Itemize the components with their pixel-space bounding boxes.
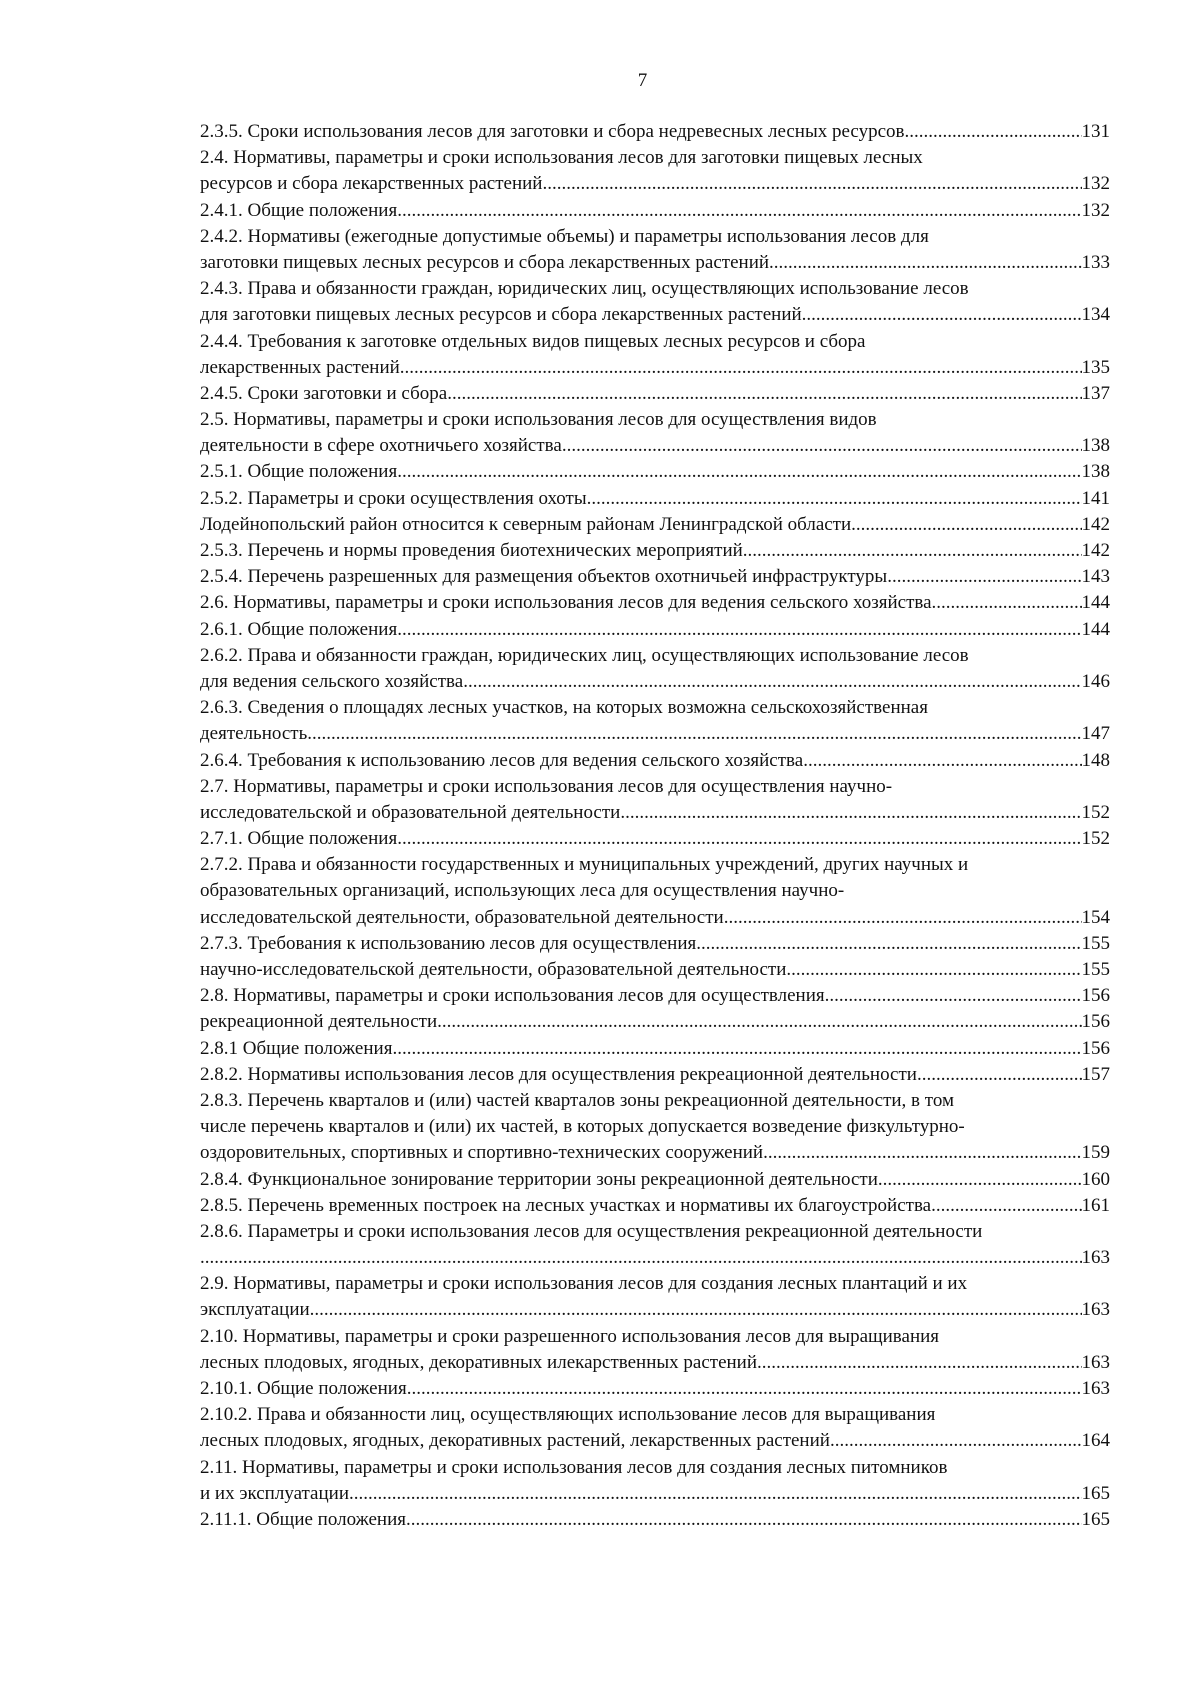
toc-entry xyxy=(200,407,1110,459)
toc-entry-line xyxy=(200,1036,1110,1062)
dot-leader xyxy=(932,590,1082,616)
toc-entry-line xyxy=(200,1455,1110,1481)
dot-leader xyxy=(620,800,1081,826)
toc-entry-text: 2.4.1. Общие положения xyxy=(200,199,398,221)
dot-leader xyxy=(803,748,1081,774)
toc-page-number: 134 xyxy=(1081,304,1110,326)
toc-entry-text: 2.9. Нормативы, параметры и сроки использования лесов для создания лесных плантаций и их xyxy=(200,1273,968,1295)
toc-entry xyxy=(200,695,1110,747)
toc-entry xyxy=(200,119,1110,145)
dot-leader xyxy=(397,826,1081,852)
toc-entry-text: 2.6.2. Права и обязанности граждан, юридических лиц, осуществляющих использование лесов xyxy=(200,644,969,666)
toc-entry-line xyxy=(200,1350,1110,1376)
toc-entry-line xyxy=(200,1402,1110,1428)
toc-entry-line xyxy=(200,1167,1110,1193)
dot-leader xyxy=(887,564,1081,590)
dot-leader xyxy=(587,486,1082,512)
toc-entry-line xyxy=(200,931,1110,957)
toc-entry-line xyxy=(200,800,1110,826)
toc-entry xyxy=(200,852,1110,931)
toc-page-number: 138 xyxy=(1081,461,1110,483)
toc-page-number: 132 xyxy=(1081,173,1110,195)
toc-entry-line xyxy=(200,590,1110,616)
toc-entry-line xyxy=(200,1009,1110,1035)
table-of-contents xyxy=(200,119,1110,1533)
toc-page-number: 165 xyxy=(1081,1482,1110,1504)
dot-leader xyxy=(463,669,1081,695)
toc-entry xyxy=(200,1193,1110,1219)
toc-entry-text: 2.5.1. Общие положения xyxy=(200,461,398,483)
toc-entry xyxy=(200,826,1110,852)
toc-entry xyxy=(200,1036,1110,1062)
dot-leader xyxy=(743,538,1082,564)
toc-entry-text: ресурсов и сбора лекарственных растений xyxy=(200,173,543,195)
toc-entry-text: 2.5. Нормативы, параметры и сроки использования лесов для осуществления видов xyxy=(200,409,877,431)
toc-entry-line xyxy=(200,617,1110,643)
toc-entry xyxy=(200,1507,1110,1533)
toc-page-number: 163 xyxy=(1081,1299,1110,1321)
dot-leader xyxy=(856,512,1082,538)
toc-page-number: 156 xyxy=(1081,1037,1110,1059)
toc-page-number: 163 xyxy=(1081,1247,1110,1269)
toc-page-number: 132 xyxy=(1081,199,1110,221)
toc-entry-line xyxy=(200,1219,1110,1245)
toc-entry-line xyxy=(200,198,1110,224)
toc-entry xyxy=(200,538,1110,564)
toc-entry-text: 2.10. Нормативы, параметры и сроки разрешенного использования лесов для выращивания xyxy=(200,1325,940,1347)
toc-entry-text: исследовательской деятельности, образовательной деятельности xyxy=(200,906,724,928)
dot-leader xyxy=(931,1193,1081,1219)
toc-entry-text: рекреационной деятельности xyxy=(200,1011,438,1033)
toc-entry-line xyxy=(200,250,1110,276)
toc-page-number: 161 xyxy=(1081,1194,1110,1216)
toc-entry-line xyxy=(200,852,1110,878)
toc-entry-text: 2.8.6. Параметры и сроки использования лесов для осуществления рекреационной деятельности xyxy=(200,1220,983,1242)
toc-entry-text: 2.7.3. Требования к использованию лесов для осуществления. xyxy=(200,932,702,954)
dot-leader xyxy=(397,617,1081,643)
toc-entry-text: 2.3.5. Сроки использования лесов для заготовки и сбора недревесных лесных ресурсов xyxy=(200,121,905,142)
toc-entry-line xyxy=(200,1376,1110,1402)
toc-entry xyxy=(200,224,1110,276)
toc-entry-line xyxy=(200,748,1110,774)
toc-entry-line xyxy=(200,1062,1110,1088)
toc-entry xyxy=(200,1376,1110,1402)
toc-entry-text: для заготовки пищевых лесных ресурсов и сбора лекарственных растений xyxy=(200,304,802,326)
toc-entry-line xyxy=(200,1114,1110,1140)
toc-entry-text: 2.6.4. Требования к использованию лесов для ведения сельского хозяйства xyxy=(200,749,804,771)
toc-entry-text: 2.8.4. Функциональное зонирование территории зоны рекреационной деятельности xyxy=(200,1168,878,1190)
toc-page-number: 131 xyxy=(1081,121,1110,142)
dot-leader xyxy=(310,1297,1082,1323)
dot-leader xyxy=(830,1428,1082,1454)
dot-leader xyxy=(769,250,1081,276)
dot-leader xyxy=(542,171,1081,197)
dot-leader xyxy=(701,931,1081,957)
toc-entry-text: 2.8. Нормативы, параметры и сроки использования лесов для осуществления xyxy=(200,985,825,1007)
toc-entry xyxy=(200,748,1110,774)
toc-entry-text: 2.8.3. Перечень кварталов и (или) частей кварталов зоны рекреационной деятельности, в том xyxy=(200,1089,954,1111)
toc-entry-line xyxy=(200,957,1110,983)
dot-leader xyxy=(724,905,1082,931)
toc-entry-line xyxy=(200,1088,1110,1114)
toc-entry-text: 2.7.1. Общие положения xyxy=(200,828,398,850)
toc-entry-line xyxy=(200,119,1110,145)
dot-leader xyxy=(802,302,1082,328)
toc-entry-line xyxy=(200,145,1110,171)
toc-page-number: 138 xyxy=(1081,435,1110,457)
toc-page-number: 157 xyxy=(1081,1063,1110,1085)
toc-page-number: 143 xyxy=(1081,566,1110,588)
toc-entry-text: для ведения сельского хозяйства xyxy=(200,670,464,692)
toc-entry-text: 2.5.3. Перечень и нормы проведения биотехнических мероприятий xyxy=(200,540,743,561)
toc-entry xyxy=(200,957,1110,983)
toc-entry-text: числе перечень кварталов и (или) их частей, в которых допускается возведение физкультурно- xyxy=(200,1116,965,1138)
toc-entry-text: деятельность xyxy=(200,723,308,745)
toc-entry-line xyxy=(200,459,1110,485)
toc-page-number: 164 xyxy=(1081,1430,1110,1452)
toc-entry-text: 2.6.1. Общие положения xyxy=(200,618,398,640)
toc-entry-line xyxy=(200,171,1110,197)
dot-leader xyxy=(349,1481,1082,1507)
toc-entry xyxy=(200,931,1110,957)
dot-leader xyxy=(397,198,1081,224)
dot-leader xyxy=(200,1245,1082,1271)
toc-entry-text: лекарственных растений xyxy=(200,356,400,378)
toc-entry xyxy=(200,145,1110,197)
toc-entry-line xyxy=(200,538,1110,564)
dot-leader xyxy=(397,459,1081,485)
toc-page-number: 135 xyxy=(1081,356,1110,378)
dot-leader xyxy=(392,1036,1081,1062)
toc-entry xyxy=(200,983,1110,1009)
toc-entry-line xyxy=(200,643,1110,669)
toc-entry-line xyxy=(200,1140,1110,1166)
dot-leader xyxy=(917,1062,1082,1088)
toc-entry-line xyxy=(200,1481,1110,1507)
toc-entry-line xyxy=(200,1193,1110,1219)
toc-entry-text: 2.11. Нормативы, параметры и сроки использования лесов для создания лесных питомников xyxy=(200,1456,948,1478)
toc-page-number: 144 xyxy=(1081,592,1110,614)
dot-leader xyxy=(757,1350,1081,1376)
toc-entry-line xyxy=(200,302,1110,328)
dot-leader xyxy=(763,1140,1081,1166)
toc-entry-text: 2.6. Нормативы, параметры и сроки использования лесов для ведения сельского хозяйства xyxy=(200,592,932,614)
toc-entry-text: и их эксплуатации xyxy=(200,1482,349,1504)
toc-entry xyxy=(200,486,1110,512)
toc-entry xyxy=(200,276,1110,328)
toc-entry xyxy=(200,1009,1110,1035)
toc-entry xyxy=(200,512,1110,538)
toc-entry xyxy=(200,1455,1110,1507)
toc-entry-line xyxy=(200,224,1110,250)
toc-entry-text: деятельности в сфере охотничьего хозяйства xyxy=(200,435,562,457)
toc-entry xyxy=(200,1402,1110,1454)
toc-page-number: 160 xyxy=(1081,1168,1110,1190)
toc-entry-line xyxy=(200,329,1110,355)
toc-entry-text: 2.4.4. Требования к заготовке отдельных видов пищевых лесных ресурсов и сбора xyxy=(200,330,866,352)
toc-entry-line xyxy=(200,669,1110,695)
toc-entry xyxy=(200,329,1110,381)
toc-entry-line xyxy=(200,1324,1110,1350)
toc-entry-text: научно-исследовательской деятельности, образовательной деятельности xyxy=(200,959,787,980)
toc-entry-line xyxy=(200,1271,1110,1297)
toc-entry-line xyxy=(200,564,1110,590)
toc-page-number: 146 xyxy=(1081,670,1110,692)
toc-entry-text: 2.4.3. Права и обязанности граждан, юридических лиц, осуществляющих использование лесов xyxy=(200,278,969,300)
dot-leader xyxy=(878,1167,1082,1193)
toc-entry-line xyxy=(200,355,1110,381)
toc-entry xyxy=(200,198,1110,224)
toc-page-number: 147 xyxy=(1081,723,1110,745)
toc-entry-text: 2.4.5. Сроки заготовки и сбора xyxy=(200,382,448,404)
toc-entry-line xyxy=(200,381,1110,407)
toc-entry-text: исследовательской и образовательной деятельности xyxy=(200,801,621,823)
toc-page-number: 148 xyxy=(1081,749,1110,771)
toc-page-number: 141 xyxy=(1081,487,1110,509)
toc-page-number: 159 xyxy=(1081,1142,1110,1164)
toc-entry-line xyxy=(200,983,1110,1009)
toc-entry xyxy=(200,1219,1110,1271)
toc-page-number: 142 xyxy=(1081,513,1110,535)
toc-entry-line xyxy=(200,695,1110,721)
toc-entry-text: 2.6.3. Сведения о площадях лесных участков, на которых возможна сельскохозяйственная xyxy=(200,697,928,719)
toc-page-number: 163 xyxy=(1081,1378,1110,1399)
toc-entry-line xyxy=(200,1245,1110,1271)
toc-entry-line xyxy=(200,433,1110,459)
dot-leader xyxy=(825,983,1082,1009)
toc-page-number: 142 xyxy=(1081,540,1110,561)
dot-leader xyxy=(447,381,1081,407)
toc-entry-text: 2.10.1. Общие положения xyxy=(200,1378,407,1399)
toc-entry xyxy=(200,643,1110,695)
dot-leader xyxy=(562,433,1082,459)
toc-entry-line xyxy=(200,407,1110,433)
dot-leader xyxy=(437,1009,1081,1035)
toc-entry-text: Лодейнопольский район относится к северным районам Ленинградской области. xyxy=(200,513,856,535)
toc-entry-line xyxy=(200,1428,1110,1454)
toc-entry-text: 2.4.2. Нормативы (ежегодные допустимые объемы) и параметры использования лесов для xyxy=(200,225,929,247)
toc-entry xyxy=(200,1062,1110,1088)
toc-entry xyxy=(200,459,1110,485)
toc-entry-text: лесных плодовых, ягодных, декоративных растений, лекарственных растений xyxy=(200,1430,830,1452)
toc-page-number: 156 xyxy=(1081,1011,1110,1033)
toc-entry-text: 2.10.2. Права и обязанности лиц, осуществляющих использование лесов для выращивания xyxy=(200,1404,936,1426)
toc-entry xyxy=(200,1088,1110,1167)
toc-entry-text: образовательных организаций, использующих леса для осуществления научно- xyxy=(200,880,845,902)
toc-entry-line xyxy=(200,1507,1110,1533)
toc-entry xyxy=(200,564,1110,590)
toc-page-number: 152 xyxy=(1081,828,1110,850)
toc-entry-line xyxy=(200,774,1110,800)
toc-entry-text: 2.8.2. Нормативы использования лесов для осуществления рекреационной деятельности xyxy=(200,1063,917,1085)
toc-entry-line xyxy=(200,512,1110,538)
toc-entry-line xyxy=(200,905,1110,931)
toc-entry xyxy=(200,617,1110,643)
toc-page-number: 165 xyxy=(1081,1508,1110,1530)
toc-entry-text: 2.5.4. Перечень разрешенных для размещения объектов охотничьей инфраструктуры xyxy=(200,566,888,588)
toc-page-number: 133 xyxy=(1081,251,1110,273)
toc-page-number: 152 xyxy=(1081,801,1110,823)
dot-leader xyxy=(400,355,1082,381)
toc-entry-text: 2.7.2. Права и обязанности государственных и муниципальных учреждений, других научных и xyxy=(200,854,969,876)
toc-entry-text: лесных плодовых, ягодных, декоративных илекарственных растений xyxy=(200,1351,758,1373)
toc-page-number: 155 xyxy=(1081,959,1110,980)
toc-entry-text: 2.8.5. Перечень временных построек на лесных участках и нормативы их благоустройства xyxy=(200,1194,932,1216)
toc-entry-text: оздоровительных, спортивных и спортивно-технических сооружений xyxy=(200,1142,764,1164)
dot-leader xyxy=(786,957,1081,983)
toc-entry-line xyxy=(200,486,1110,512)
dot-leader xyxy=(406,1507,1082,1533)
toc-page-number: 163 xyxy=(1081,1351,1110,1373)
toc-entry-line xyxy=(200,1297,1110,1323)
toc-page-number: 144 xyxy=(1081,618,1110,640)
toc-entry-line xyxy=(200,276,1110,302)
toc-entry-text: эксплуатации xyxy=(200,1299,310,1321)
toc-entry xyxy=(200,590,1110,616)
toc-page-number: 154 xyxy=(1081,906,1110,928)
toc-entry-text: 2.11.1. Общие положения xyxy=(200,1508,406,1530)
toc-page-number: 155 xyxy=(1081,932,1110,954)
toc-entry xyxy=(200,1167,1110,1193)
toc-entry-line xyxy=(200,826,1110,852)
dot-leader xyxy=(307,721,1081,747)
toc-entry xyxy=(200,381,1110,407)
toc-entry-text: заготовки пищевых лесных ресурсов и сбора лекарственных растений xyxy=(200,251,770,273)
toc-entry-text: 2.8.1 Общие положения xyxy=(200,1037,393,1059)
toc-entry-text: 2.7. Нормативы, параметры и сроки использования лесов для осуществления научно- xyxy=(200,775,893,797)
dot-leader xyxy=(407,1376,1082,1402)
toc-entry-line xyxy=(200,878,1110,904)
toc-entry xyxy=(200,1324,1110,1376)
toc-page-number: 137 xyxy=(1081,382,1110,404)
toc-page-number: 156 xyxy=(1081,985,1110,1007)
toc-entry xyxy=(200,774,1110,826)
toc-entry-text: 2.4. Нормативы, параметры и сроки использования лесов для заготовки пищевых лесных xyxy=(200,147,923,169)
toc-entry-line xyxy=(200,721,1110,747)
toc-entry xyxy=(200,1271,1110,1323)
dot-leader xyxy=(904,119,1081,145)
toc-entry-text: 2.5.2. Параметры и сроки осуществления охоты xyxy=(200,487,587,509)
page-number: 7 xyxy=(637,70,648,91)
